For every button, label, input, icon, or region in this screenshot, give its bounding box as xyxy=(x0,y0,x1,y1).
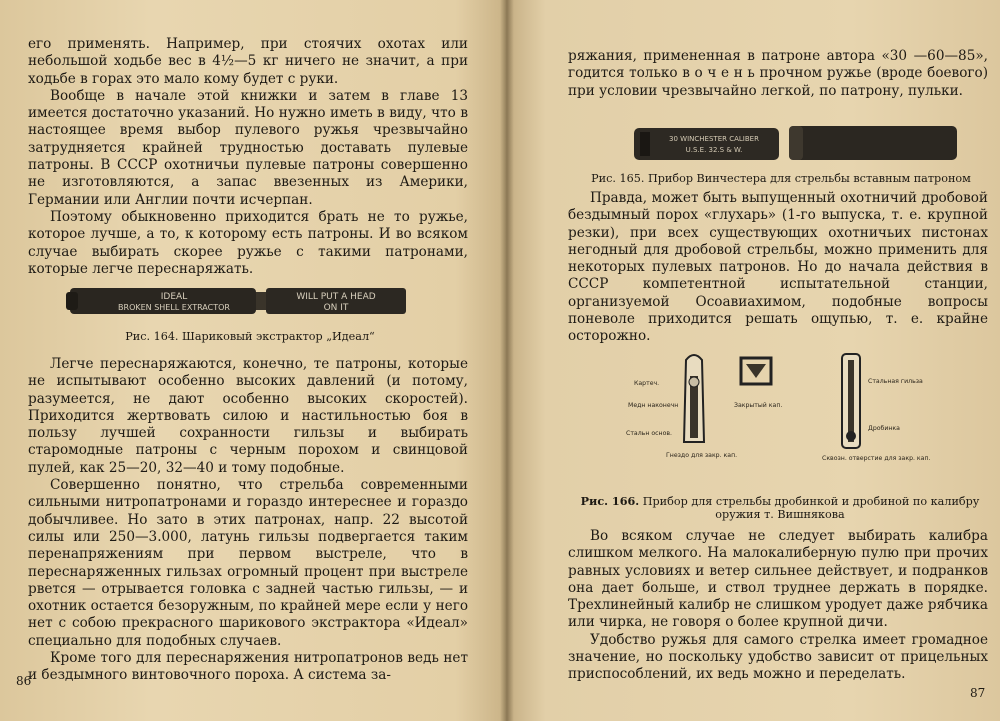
page-number: 86 xyxy=(16,674,32,688)
figure-label: Картеч. xyxy=(634,380,660,387)
paragraph: ряжания, примененная в патроне автора «30 —60—85», годится только в о ч е н ь прочном ружье (вроде боевого) при условии чрезвычайно легкой, по патрону, пульки. xyxy=(568,48,988,99)
figure-label: Закрытый кап. xyxy=(734,402,783,409)
page-number: 87 xyxy=(970,686,986,700)
paragraph: Во всяком случае не следует выбирать калибра слишком мелкого. На малокалиберную пулю при прочих равных условиях и ветер сильнее действует, и подранков она дает больше, и ствол труднее держать в порядке. Трехлинейный калибр не слишком уродует даже рябчика или чирка, не говоря о более крупной дичи. xyxy=(568,528,988,631)
paragraph: Легче переснаряжаются, конечно, те патроны, которые не испытывают особенно высоких давлений (и потому, разумеется, не дают особенно высоких скоростей). Приходится жертвовать силою и настильностью боя в пользу лучшей сохранности гильзы и выбирать старомодные патроны с черным порохом и свинцовой пулей, как 25—20, 32—40 и тому подобные. xyxy=(28,356,468,476)
tool-text: U.S.E. 32.S & W. xyxy=(685,146,743,154)
tool-text: IDEAL xyxy=(160,292,188,302)
paragraph: Вообще в начале этой книжки и затем в главе 13 имеется достаточно указаний. Но нужно иметь в виду, что в настоящее время выбор пулевого ружья чрезвычайно затрудняется крайней трудностью доставать пулевые патроны. В СССР охотничьи пулевые патроны совершенно не изготовляются, а запас ввезенных из Америки, Германии или Англии почти исчерпан. xyxy=(28,87,468,208)
right-text-bottom xyxy=(568,528,988,684)
paragraph: Кроме того для переснаряжения нитропатронов ведь нет и бездымного винтовочного пороха. А система за- xyxy=(28,650,468,684)
tool-text: 30 WINCHESTER CALIBER xyxy=(669,135,759,143)
right-page xyxy=(506,0,1000,721)
paragraph: Удобство ружья для самого стрелка имеет громадное значение, но поскольку удобство зависит от прицельных приспособлений, их ведь можно и переделать. xyxy=(568,631,988,683)
paragraph: его применять. Например, при стоячих охотах или небольшой ходьбе вес в 4½—5 кг ничего не значит, а при ходьбе в горах это мало кому будет с руки. xyxy=(28,36,468,87)
left-text-bottom xyxy=(28,356,468,685)
figure-label: Гнездо для закр. кап. xyxy=(666,452,738,459)
left-text-top xyxy=(28,36,468,278)
right-text-middle xyxy=(568,190,988,346)
figure-label: Медн наконечн xyxy=(628,402,679,409)
tool-text: WILL PUT A HEAD xyxy=(296,292,376,302)
right-text-top xyxy=(568,48,988,100)
paragraph: Правда, может быть выпущенный охотничий дробовой бездымный порох «глухарь» (1-го выпуска, т. е. крупной резки), при всех существующих охотничьих пистонах негодный для дробовой стрельбы, можно применить для некоторых пулевых патронов. Но до начала действия в СССР компетентной испытательной станции, организуемой Осоавиахимом, подобные вопросы поневоле приходится решать ощупью, т. е. крайне осторожно. xyxy=(568,190,988,345)
winchester-insert-figure xyxy=(634,122,964,168)
tool-text: ON IT xyxy=(323,303,349,313)
caption-text: Прибор для стрельбы дробинкой и дробиной по калибру оружия т. Вишнякова xyxy=(642,495,980,521)
figure-caption: Рис. 165. Прибор Винчестера для стрельбы вставным патроном xyxy=(591,172,971,185)
figure-label: Сквозн. отверстие для закр. кап. xyxy=(822,455,931,462)
figure-label: Стальная гильза xyxy=(868,378,923,385)
ideal-extractor-figure xyxy=(66,278,411,326)
paragraph: Совершенно понятно, что стрельба современными сильными нитропатронами и гораздо интереснее и гораздо добычливее. Но зато в этих патронах, напр. 22 высотой силы или 250—3.000, латунь гильзы подвергается таким перенапряжениям при первом выстреле, что в переснаряженных гильзах огромный процент при выстреле рвется — отрывается головка с задней частью гильзы, — и охотник остается безоружным, по крайней мере если у него нет с собою прекрасного шарикового экстрактора «Идеал» специально для подобных случаев. xyxy=(28,477,468,649)
figure-label: Дробинка xyxy=(868,425,900,432)
insert-cartridge xyxy=(634,128,779,160)
figure-caption xyxy=(560,494,1000,521)
figure-caption: Рис. 164. Шариковый экстрактор „Идеал“ xyxy=(125,330,375,343)
caption-number: Рис. 166. xyxy=(580,494,640,508)
insert-barrel xyxy=(789,126,957,160)
book-gutter xyxy=(500,0,514,721)
figure-label: Стальн основ. xyxy=(626,430,672,437)
tool-text: BROKEN SHELL EXTRACTOR xyxy=(118,303,230,312)
paragraph: Поэтому обыкновенно приходится брать не то ружье, которое лучше, а то, к которому есть патроны. И во всяком случае выбирать скорее ружье с такими патронами, которые легче переснаряжать. xyxy=(28,208,468,277)
